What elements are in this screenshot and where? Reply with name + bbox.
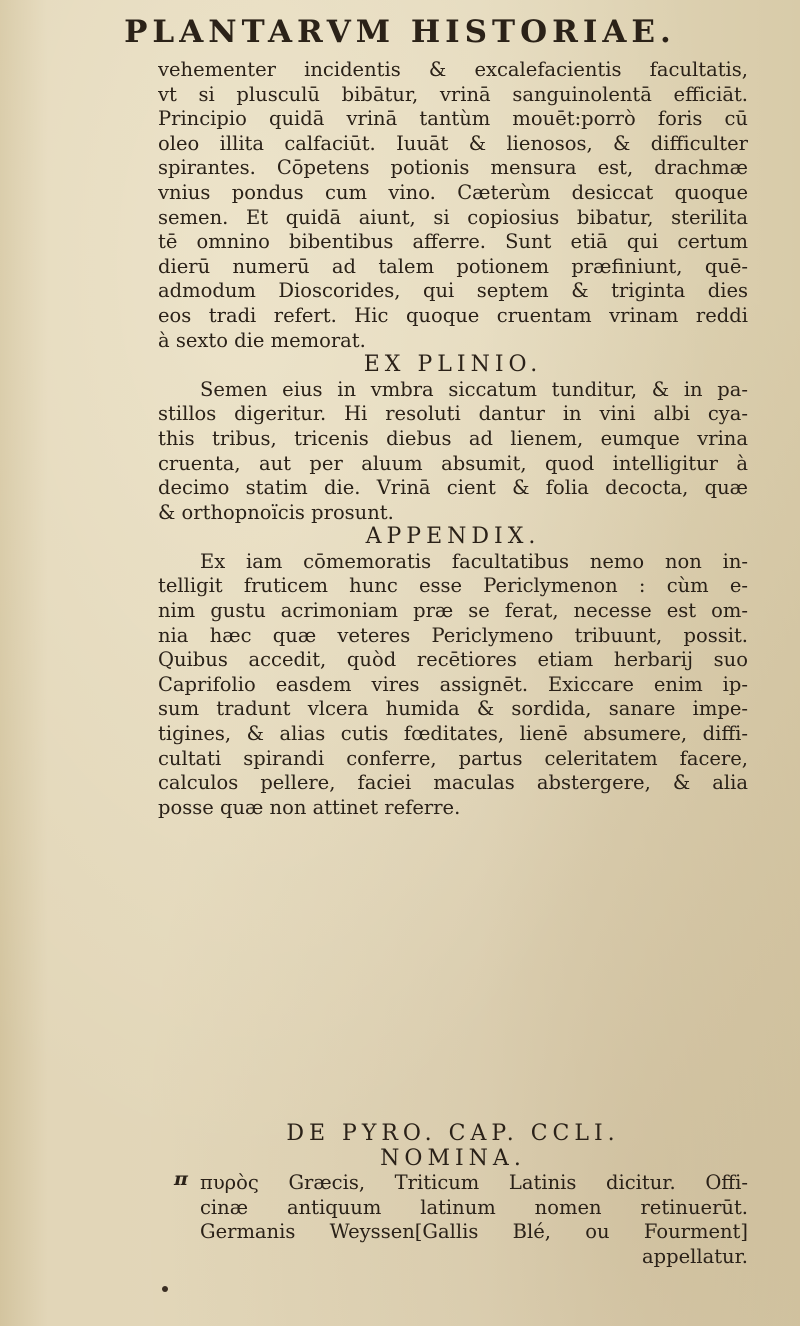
text-line: decimo statim die. Vrinā cient & folia decocta, quæ [158,476,748,500]
text-line: cinæ antiquum latinum nomen retinuerūt. [200,1195,748,1219]
section-heading-appendix: APPENDIX. [365,525,541,550]
text-line: sum tradunt vlcera humida & sordida, sanare impe- [158,697,748,721]
text-line: admodum Dioscorides, qui septem & triginta dies [158,279,748,303]
text-line: appellatur. [641,1244,748,1268]
text-line: & orthopnoïcis prosunt. [158,500,394,524]
text-line: oleo illita calfaciūt. Iuuāt & lienosos, & difficulter [158,131,748,155]
ink-spot [162,1286,168,1292]
text-line: πυρὸς Græcis, Triticum Latinis dicitur. Offi- [200,1171,748,1195]
nomina-heading: NOMINA. [380,1146,526,1171]
margin-note: π [174,1168,188,1190]
text-line: Quibus accedit, quòd recētiores etiam herbarij suo [158,648,748,672]
text-line: cruenta, aut per aluum absumit, quod intelligitur à [158,451,748,475]
main-text [158,58,748,820]
text-line: Ex iam cōmemoratis facultatibus nemo non in- [200,549,748,573]
text-line: dierū numerū ad talem potionem præfiniunt, quē- [158,254,748,278]
text-line: nia hæc quæ veteres Periclymeno tribuunt, possit. [158,623,748,647]
text-line: stillos digeritur. Hi resoluti dantur in vini albi cya- [158,402,748,426]
text-line: nim gustu acrimoniam præ se ferat, necesse est om- [158,599,748,623]
text-line: tē omnino bibentibus afferre. Sunt etiā qui certum [158,230,748,254]
text-line: spirantes. Cōpetens potionis mensura est, drachmæ [158,156,748,180]
text-line: vnius pondus cum vino. Cæterùm desiccat quoque [158,180,748,204]
text-line: telligit fruticem hunc esse Periclymenon : cùm e- [158,574,748,598]
text-line: vt si plusculū bibātur, vrinā sanguinolentā efficiāt. [158,82,748,106]
text-line: tigines, & alias cutis fœditates, lienē absumere, diffi- [158,722,748,746]
section-heading-plinio: EX PLINIO. [363,353,543,378]
text-line: cultati spirandi conferre, partus celeritatem facere, [158,746,748,770]
text-line: posse quæ non attinet referre. [158,795,461,819]
text-line: semen. Et quidā aiunt, si copiosius bibatur, sterilita [158,205,748,229]
chapter-heading: DE PYRO. CAP. CCLI. [286,1122,620,1146]
text-line: Germanis Weyssen[Gallis Blé, ou Fourment] [200,1220,748,1244]
text-line: this tribus, tricenis diebus ad lienem, eumque vrina [158,426,748,450]
text-line: Caprifolio easdem vires assignēt. Exiccare enim ip- [158,672,748,696]
chapter-section [158,1122,748,1270]
text-line: eos tradi refert. Hic quoque cruentam vrinam reddi [158,303,748,327]
text-line: Principio quidā vrinā tantùm mouēt:porrò foris cū [158,107,748,131]
running-header: PLANTARVM HISTORIAE. [124,14,676,50]
text-line: à sexto die memorat. [158,328,366,352]
text-line: Semen eius in vmbra siccatum tunditur, & in pa- [200,377,748,401]
text-line: calculos pellere, faciei maculas abstergere, & alia [158,771,748,795]
text-line: vehementer incidentis & excalefacientis facultatis, [158,58,748,81]
